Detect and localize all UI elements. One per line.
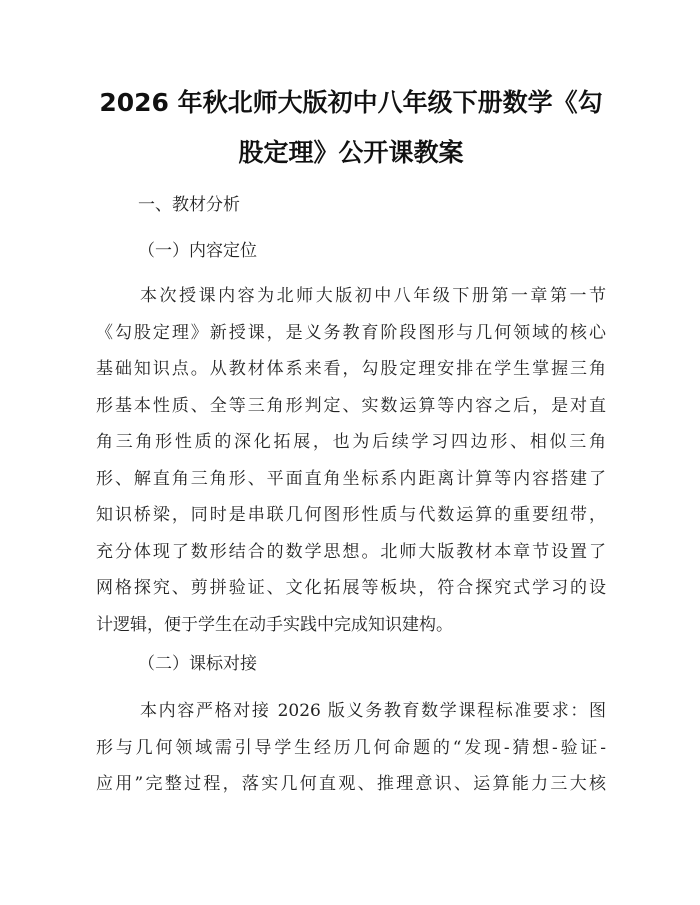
paragraph-line: 充分体现了数形结合的数学思想。北师大版教材本章节设置了: [96, 541, 606, 562]
subsection-heading-content-positioning: （一）内容定位: [138, 241, 257, 261]
paragraph-line: 《勾股定理》新授课，是义务教育阶段图形与几何领域的核心: [96, 322, 606, 343]
paragraph-line: 基础知识点。从教材体系来看，勾股定理安排在学生掌握三角: [96, 359, 606, 379]
paragraph-line: 应用”完整过程，落实几何直观、推理意识、运算能力三大核: [96, 774, 606, 794]
section-heading-materials-analysis: 一、教材分析: [138, 195, 240, 215]
title-line-1: 2026 年秋北师大版初中八年级下册数学《勾: [99, 88, 603, 117]
title-line-2: 股定理》公开课教案: [238, 138, 464, 167]
paragraph-line: 角三角形性质的深化拓展，也为后续学习四边形、相似三角: [96, 432, 606, 452]
subsection-heading-curriculum-alignment: （二）课标对接: [138, 654, 257, 674]
paragraph-line: 形基本性质、全等三角形判定、实数运算等内容之后，是对直: [96, 395, 606, 416]
paragraph-curriculum-alignment: [96, 693, 606, 803]
paragraph-line: 形与几何领域需引导学生经历几何命题的“发现-猜想-验证-: [96, 737, 606, 758]
paragraph-line: 计逻辑，便于学生在动手实践中完成知识建构。: [96, 614, 453, 635]
paragraph-content-positioning: [96, 278, 606, 643]
paragraph-line: 形、解直角三角形、平面直角坐标系内距离计算等内容搭建了: [96, 468, 606, 489]
paragraph-line: 本次授课内容为北师大版初中八年级下册第一章第一节: [140, 286, 606, 306]
paragraph-line: 知识桥梁，同时是串联几何图形性质与代数运算的重要纽带，: [96, 505, 606, 525]
paragraph-line: 网格探究、剪拼验证、文化拓展等板块，符合探究式学习的设: [96, 578, 606, 598]
paragraph-line: 本内容严格对接 2026 版义务教育数学课程标准要求：图: [140, 701, 606, 721]
document-title: [96, 78, 606, 178]
